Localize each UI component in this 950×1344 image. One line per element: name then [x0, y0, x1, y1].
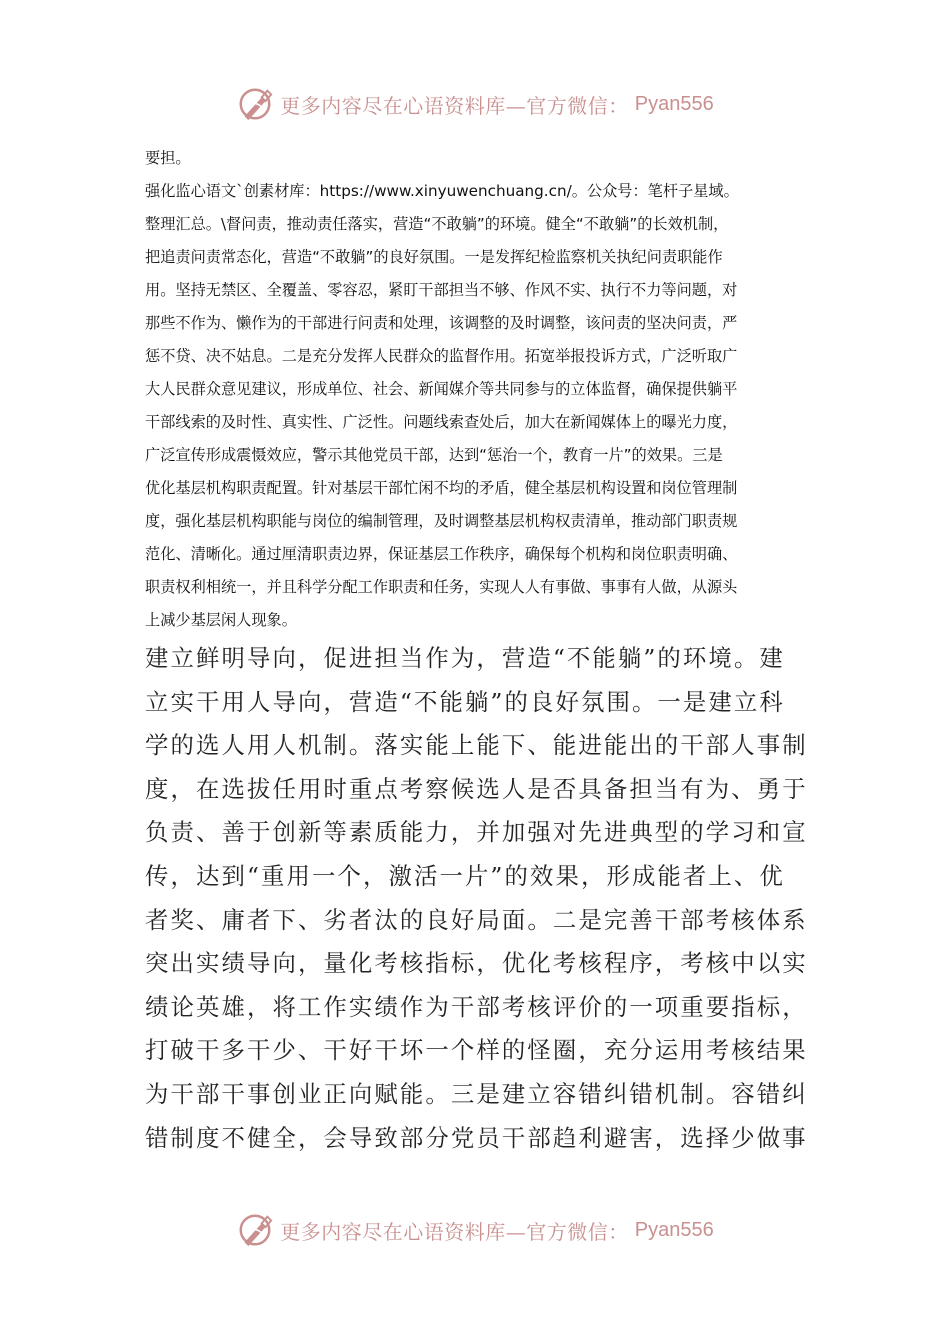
text-line: 整理汇总。\督问责，推动责任落实，营造“不敢躺”的环境。健全“不敢躺”的长效机制，	[145, 215, 729, 233]
text-line: 惩不贷、决不姑息。二是充分发挥人民群众的监督作用。拓宽举报投诉方式，广泛听取广	[145, 347, 738, 365]
text-line: 用。坚持无禁区、全覆盖、零容忍，紧盯干部担当不够、作风不实、执行不力等问题，对	[145, 281, 738, 299]
watermark-handle: Pyan556	[634, 92, 714, 115]
header-watermark	[0, 82, 950, 126]
text-line: 建立鲜明导向，促进担当作为，营造“不能躺”的环境。建	[145, 644, 785, 672]
text-line: 把追责问责常态化，营造“不敢躺”的良好氛围。一是发挥纪检监察机关执纪问责职能作	[145, 248, 723, 266]
text-line: 要担。	[145, 149, 191, 167]
body-text-small	[145, 142, 813, 637]
text-line: 上减少基层闲人现象。	[145, 611, 297, 629]
text-line: 负责、善于创新等素质能力，并加强对先进典型的学习和宣	[145, 818, 808, 847]
text-line: 者奖、庸者下、劣者汰的良好局面。二是完善干部考核体系	[145, 905, 808, 934]
text-line: 学的选人用人机制。落实能上能下、能进能出的干部人事制	[145, 731, 808, 760]
text-line: 突出实绩导向，量化考核指标，优化考核程序，考核中以实	[145, 949, 808, 978]
pen-logo-icon	[236, 85, 274, 123]
text-line: 度，在选拔任用时重点考察候选人是否具备担当有为、勇于	[145, 774, 808, 803]
text-line: 那些不作为、懒作为的干部进行问责和处理，该调整的及时调整，该问责的坚决问责，严	[145, 314, 738, 332]
watermark-text: 更多内容尽在心语资料库—官方微信：	[280, 93, 629, 118]
text-line: 打破干多干少、干好干坏一个样的怪圈，充分运用考核结果	[145, 1036, 808, 1065]
footer-watermark	[0, 1208, 950, 1252]
body-text-large	[145, 637, 813, 1160]
text-line: 强化监心语文`创素材库：https://www.xinyuwenchuang.cn/。公众号：笔杆子星域。	[145, 182, 739, 200]
text-line: 范化、清晰化。通过厘清职责边界，保证基层工作秩序，确保每个机构和岗位职责明确、	[145, 545, 738, 563]
text-line: 大人民群众意见建议，形成单位、社会、新闻媒介等共同参与的立体监督，确保提供躺平	[145, 380, 738, 398]
watermark-handle: Pyan556	[634, 1218, 714, 1241]
text-line: 立实干用人导向，营造“不能躺”的良好氛围。一是建立科	[145, 687, 785, 716]
text-line: 绩论英雄，将工作实绩作为干部考核评价的一项重要指标，	[145, 992, 808, 1021]
text-line: 度，强化基层机构职能与岗位的编制管理，及时调整基层机构权责清单，推动部门职责规	[145, 512, 738, 530]
text-line: 职责权利相统一，并且科学分配工作职责和任务，实现人人有事做、事事有人做，从源头	[145, 578, 738, 596]
text-line: 干部线索的及时性、真实性、广泛性。问题线索查处后，加大在新闻媒体上的曝光力度，	[145, 413, 738, 431]
text-line: 错制度不健全，会导致部分党员干部趋利避害，选择少做事	[145, 1123, 808, 1152]
text-line: 广泛宣传形成震慑效应，警示其他党员干部，达到“惩治一个，教育一片”的效果。三是	[145, 446, 723, 464]
pen-logo-icon	[236, 1211, 274, 1249]
text-line: 为干部干事创业正向赋能。三是建立容错纠错机制。容错纠	[145, 1079, 808, 1108]
text-line: 传，达到“重用一个，激活一片”的效果，形成能者上、优	[145, 861, 785, 890]
text-line: 优化基层机构职责配置。针对基层干部忙闲不均的矛盾，健全基层机构设置和岗位管理制	[145, 479, 738, 497]
watermark-text: 更多内容尽在心语资料库—官方微信：	[280, 1219, 629, 1244]
